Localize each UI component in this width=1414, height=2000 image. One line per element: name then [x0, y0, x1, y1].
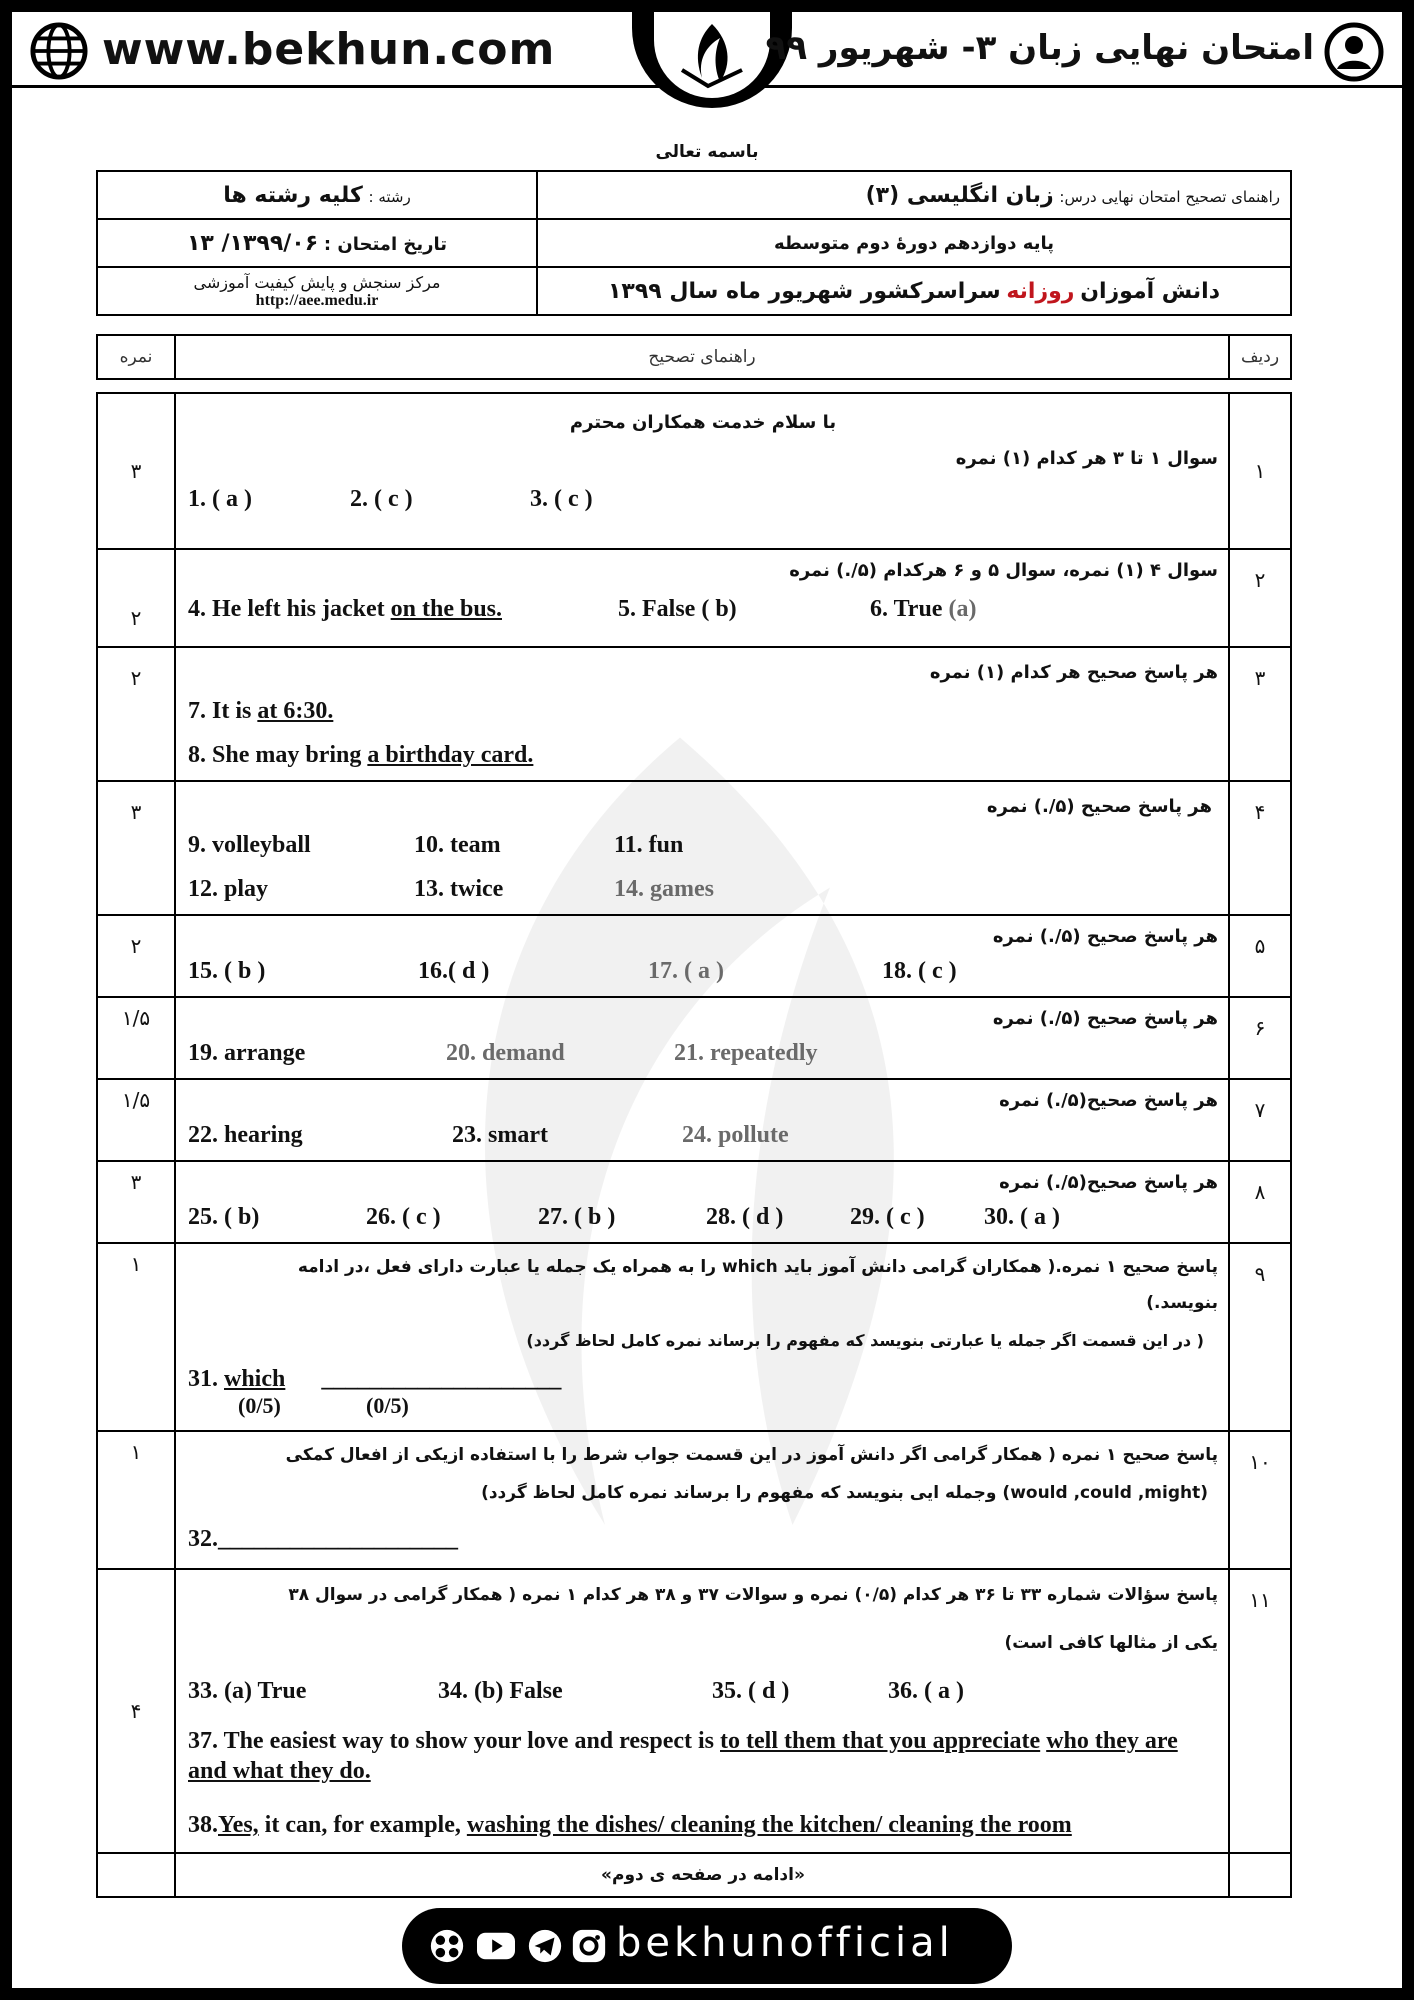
col-score: نمره	[97, 335, 175, 379]
top-banner	[12, 12, 1402, 88]
table-row: ۴ هر پاسخ صحیح (۵/.) نمره 9. volleyball 10. team 11. fun 12. play 13. twice 14. games ۳	[97, 781, 1291, 915]
brand-logo-icon	[668, 20, 756, 90]
subject-cell: راهنمای تصحیح امتحان نهایی درس: زبان انگلیسی (۳)	[537, 171, 1291, 219]
field-value: کلیه رشته ها	[223, 182, 363, 208]
social-handle[interactable]: bekhunofficial	[616, 1920, 954, 1966]
basmala: باسمه تعالی	[655, 142, 759, 162]
exam-date: ۱۳۹۹/۰۶/ ۱۳	[186, 230, 319, 256]
exam-info-table	[96, 170, 1292, 316]
table-row: ۳ هر پاسخ صحیح هر کدام (۱) نمره 7. It is at 6:30. 8. She may bring a birthday card. ۲	[97, 647, 1291, 781]
table-row: ۸ هر پاسخ صحیح(۵/.) نمره 25. ( b) 26. ( c ) 27. ( b ) 28. ( d ) 29. ( c ) 30. ( a ) ۳	[97, 1161, 1291, 1243]
col-row: ردیف	[1229, 335, 1291, 379]
table-row: ۹ پاسخ صحیح ۱ نمره.( همکاران گرامی دانش آموز باید which را به همراه یک جمله یا عبارت دارای فعل ،در ادامه بنویسد.) ( در این قسمت اگر جمله یا عبارتی بنویسد که مفهوم را برساند نمره کامل لحاظ گردد) 31. which ____________________ (0/5) (0/5) ۱	[97, 1243, 1291, 1431]
user-icon	[1324, 22, 1384, 82]
field-cell: رشته : کلیه رشته ها	[97, 171, 537, 219]
table-row: ۵ هر پاسخ صحیح (۵/.) نمره 15. ( b ) 16.( d ) 17. ( a ) 18. ( c ) ۲	[97, 915, 1291, 997]
exam-title: امتحان نهایی زبان ۳- شهریور ۹۹	[765, 28, 1314, 68]
date-cell: تاریخ امتحان : ۱۳۹۹/۰۶/ ۱۳	[97, 219, 537, 267]
youtube-icon[interactable]	[474, 1927, 518, 1965]
col-guide: راهنمای تصحیح	[175, 335, 1229, 379]
continued-note: «ادامه در صفحه ی دوم»	[601, 1865, 805, 1885]
site-url[interactable]: www.bekhun.com	[102, 24, 556, 75]
table-row: ۱۱ پاسخ سؤالات شماره ۳۳ تا ۳۶ هر کدام (۰/۵) نمره و سوالات ۳۷ و ۳۸ هر کدام ۱ نمره ( همکار گرامی در سوال ۳۸ یکی از مثالها کافی است) 33. (a) True 34. (b) False 35. ( d ) 36. ( a ) 37. The easiest way to show your love and respect is to tell them that you appreciate who they are and what they do. 38.Yes, it can, for example, washing the dishes/ cleaning the kitchen/ cleaning the room ۴	[97, 1569, 1291, 1853]
subject-name: زبان انگلیسی (۳)	[865, 182, 1054, 208]
telegram-icon[interactable]	[526, 1927, 564, 1965]
table-row: ۲ سوال ۴ (۱) نمره، سوال ۵ و ۶ هرکدام (۵/.) نمره 4. He left his jacket on the bus. 5. False ( b) 6. True (a) ۲	[97, 549, 1291, 647]
column-header	[96, 334, 1292, 380]
instagram-icon[interactable]	[570, 1927, 608, 1965]
table-row: ۱ با سلام خدمت همکاران محترم سوال ۱ تا ۳ هر کدام (۱) نمره 1. ( a ) 2. ( c ) 3. ( c ) ۳	[97, 393, 1291, 549]
table-row: ۱۰ پاسخ صحیح ۱ نمره ( همکار گرامی اگر دانش آموز در این قسمت جواب شرط را با استفاده ازیکی از افعال کمکی (would ,could ,might) وجمله ایی بنویسد که مفهوم را برساند نمره کامل لحاظ گردد) 32.____________________ ۱	[97, 1431, 1291, 1569]
students-cell: دانش آموزان روزانه سراسرکشور شهریور ماه سال ۱۳۹۹	[537, 267, 1291, 315]
social-footer	[402, 1908, 1012, 1984]
center-cell: مرکز سنجش و پایش کیفیت آموزشی http://aee.medu.ir	[97, 267, 537, 315]
answer-key-table	[96, 392, 1292, 1898]
grade-cell: پایه دوازدهم دورهٔ دوم متوسطه	[537, 219, 1291, 267]
students-highlight: روزانه	[1006, 278, 1075, 304]
table-row: ۷ هر پاسخ صحیح(۵/.) نمره 22. hearing 23. smart 24. pollute ۱/۵	[97, 1079, 1291, 1161]
globe-icon	[30, 22, 88, 80]
table-row: ۶ هر پاسخ صحیح (۵/.) نمره 19. arrange 20. demand 21. repeatedly ۱/۵	[97, 997, 1291, 1079]
table-row	[97, 1853, 1291, 1897]
center-url[interactable]: http://aee.medu.ir	[255, 291, 379, 309]
aparat-icon[interactable]	[428, 1927, 466, 1965]
